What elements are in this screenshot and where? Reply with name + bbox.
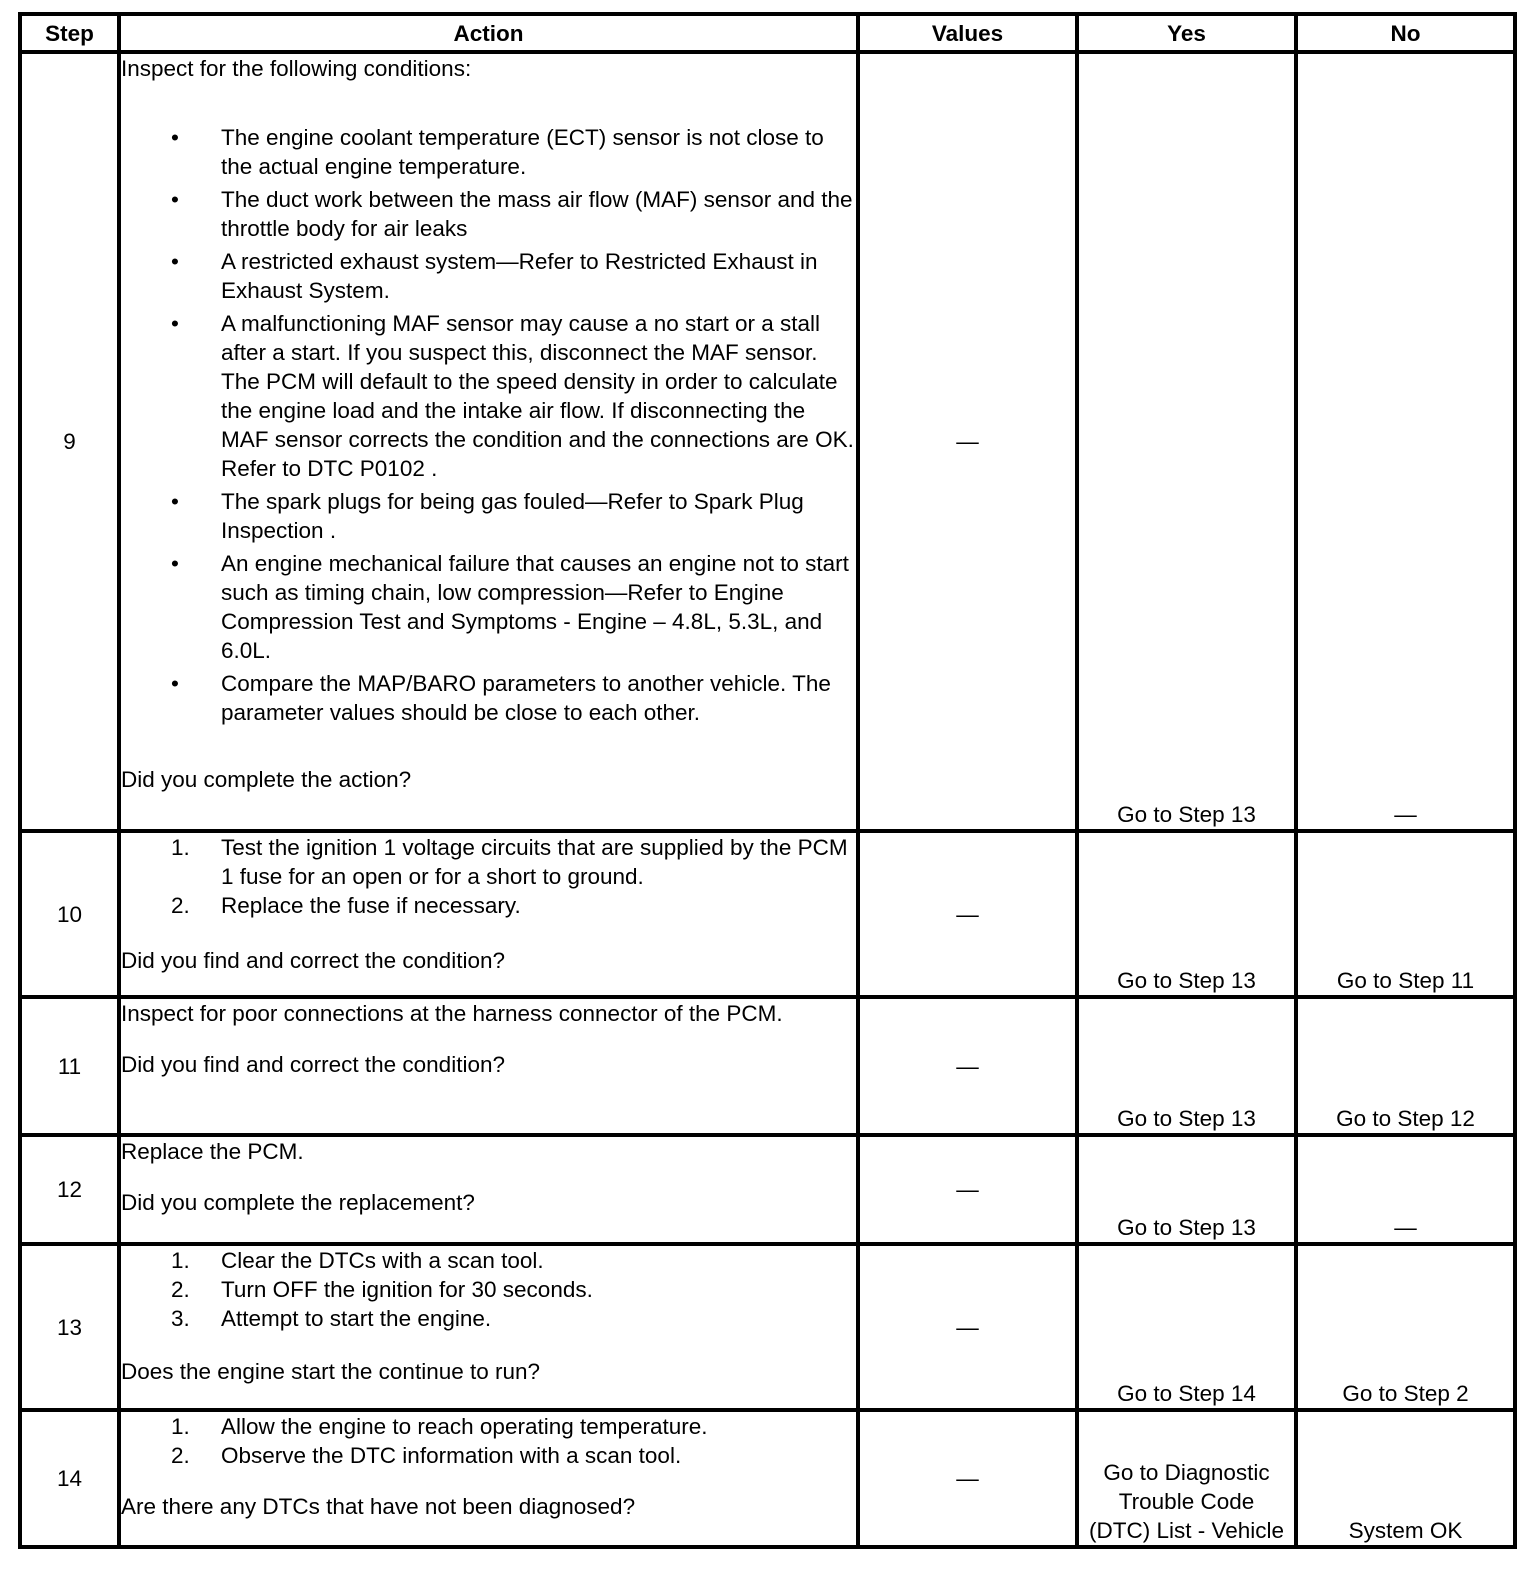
header-step: Step [20, 14, 119, 52]
values-cell: — [858, 1135, 1077, 1244]
yes-cell: Go to Diagnostic Trouble Code (DTC) List - Vehicle [1077, 1410, 1296, 1547]
condition-list [121, 123, 856, 727]
list-item: • The spark plugs for being gas fouled—Refer to Spark Plug Inspection . [121, 487, 856, 545]
numbered-list [121, 1412, 856, 1470]
action-cell [119, 831, 858, 997]
action-cell [119, 1244, 858, 1410]
table-row [20, 1135, 1515, 1244]
no-cell: — [1296, 1135, 1515, 1244]
list-item: 2. Turn OFF the ignition for 30 seconds. [171, 1277, 593, 1302]
values-cell: — [858, 52, 1077, 831]
action-cell [119, 52, 858, 831]
header-row [20, 14, 1515, 52]
no-cell: System OK [1296, 1410, 1515, 1547]
action-question: Did you complete the action? [121, 767, 412, 792]
no-cell: Go to Step 12 [1296, 997, 1515, 1135]
header-values: Values [858, 14, 1077, 52]
action-question: Did you complete the replacement? [121, 1190, 475, 1215]
step-number: 11 [20, 997, 119, 1135]
list-item: • The duct work between the mass air flow (MAF) sensor and the throttle body for air leaks [121, 185, 856, 243]
action-cell [119, 997, 858, 1135]
table-row [20, 52, 1515, 831]
header-yes: Yes [1077, 14, 1296, 52]
list-item: • Compare the MAP/BARO parameters to another vehicle. The parameter values should be close to each other. [121, 669, 856, 727]
action-question: Did you find and correct the condition? [121, 1052, 505, 1077]
action-intro: Replace the PCM. [121, 1139, 304, 1164]
list-item: 1. Clear the DTCs with a scan tool. [171, 1248, 544, 1273]
list-item: 1. Allow the engine to reach operating temperature. [171, 1414, 708, 1439]
yes-cell: Go to Step 14 [1077, 1244, 1296, 1410]
step-number: 14 [20, 1410, 119, 1547]
action-question: Does the engine start the continue to run? [121, 1359, 541, 1384]
step-number: 10 [20, 831, 119, 997]
action-question: Are there any DTCs that have not been diagnosed? [121, 1494, 636, 1519]
yes-cell: Go to Step 13 [1077, 831, 1296, 997]
values-cell: — [858, 831, 1077, 997]
list-item: 2. Replace the fuse if necessary. [171, 893, 521, 918]
numbered-list [121, 1246, 856, 1333]
list-item: • A restricted exhaust system—Refer to Restricted Exhaust in Exhaust System. [121, 247, 856, 305]
yes-cell: Go to Step 13 [1077, 1135, 1296, 1244]
header-action: Action [119, 14, 858, 52]
yes-cell: Go to Step 13 [1077, 997, 1296, 1135]
no-cell: Go to Step 11 [1296, 831, 1515, 997]
values-cell: — [858, 997, 1077, 1135]
no-cell: — [1296, 52, 1515, 831]
table-row [20, 997, 1515, 1135]
list-item: • An engine mechanical failure that causes an engine not to start such as timing chain, low compression—Refer to Engine Compression Test and Symptoms - Engine – 4.8L, 5.3L, and 6.0L. [121, 549, 856, 665]
table-row [20, 1244, 1515, 1410]
action-intro: Inspect for the following conditions: [121, 56, 472, 81]
no-cell: Go to Step 2 [1296, 1244, 1515, 1410]
action-cell [119, 1410, 858, 1547]
list-item: • The engine coolant temperature (ECT) sensor is not close to the actual engine temperature. [121, 123, 856, 181]
action-cell [119, 1135, 858, 1244]
list-item: 1. Test the ignition 1 voltage circuits that are supplied by the PCM 1 fuse for an open or for a short to ground. [171, 835, 848, 889]
table-row [20, 1410, 1515, 1547]
header-no: No [1296, 14, 1515, 52]
values-cell: — [858, 1244, 1077, 1410]
step-number: 9 [20, 52, 119, 831]
action-intro: Inspect for poor connections at the harness connector of the PCM. [121, 1001, 783, 1026]
step-number: 13 [20, 1244, 119, 1410]
values-cell: — [858, 1410, 1077, 1547]
list-item: 3. Attempt to start the engine. [171, 1306, 492, 1331]
action-question: Did you find and correct the condition? [121, 948, 505, 973]
table-row [20, 831, 1515, 997]
step-number: 12 [20, 1135, 119, 1244]
numbered-list [121, 833, 856, 920]
diagnostic-table [18, 12, 1517, 1549]
list-item: • A malfunctioning MAF sensor may cause a no start or a stall after a start. If you suspect this, disconnect the MAF sensor. The PCM will default to the speed density in order to calculate the engine load and the intake air flow. If disconnecting the MAF sensor corrects the condition and the connections are OK. Refer to DTC P0102 . [121, 309, 856, 483]
list-item: 2. Observe the DTC information with a scan tool. [171, 1443, 682, 1468]
yes-cell: Go to Step 13 [1077, 52, 1296, 831]
